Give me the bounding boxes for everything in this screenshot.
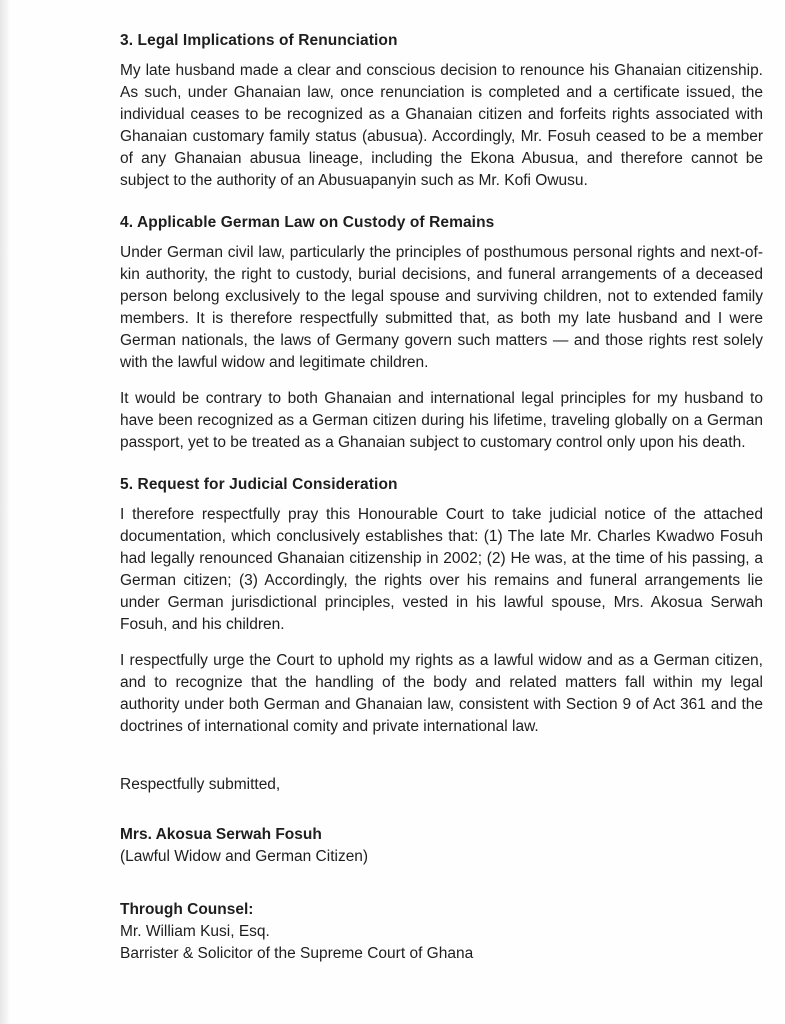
- section-4-heading: 4. Applicable German Law on Custody of Remains: [120, 214, 495, 231]
- section-5-heading: 5. Request for Judicial Consideration: [120, 476, 398, 493]
- section-4-paragraph-2: It would be contrary to both Ghanaian and international legal principles for my husband to have been recognized as a German citizen during his lifetime, traveling globally on a German passport, yet to be treated as a Ghanaian subject to customary control only upon his death.: [120, 390, 763, 451]
- section-3-paragraph-1: My late husband made a clear and conscious decision to renounce his Ghanaian citizenship. As such, under Ghanaian law, once renunciation is completed and a certificate issued, the individual ceases to be recognized as a Ghanaian citizen and forfeits rights associated with Ghanaian customary family status (abusua). Accordingly, Mr. Fosuh ceased to be a member of any Ghanaian abusua lineage, including the Ekona Abusua, and therefore cannot be subject to the authority of an Abusuapanyin such as Mr. Kofi Owusu.: [120, 62, 763, 189]
- signatory-title: (Lawful Widow and German Citizen): [120, 848, 369, 865]
- signatory-name: Mrs. Akosua Serwah Fosuh: [120, 826, 322, 843]
- section-5-paragraph-2: I respectfully urge the Court to uphold my rights as a lawful widow and as a German citizen, and to recognize that the handling of the body and related matters fall within my legal authority under both German and Ghanaian law, consistent with Section 9 of Act 361 and the doctrines of international comity and private international law.: [120, 652, 763, 735]
- counsel-label: Through Counsel:: [120, 901, 254, 918]
- counsel-title: Barrister & Solicitor of the Supreme Court of Ghana: [120, 945, 474, 962]
- counsel-name: Mr. William Kusi, Esq.: [120, 923, 270, 940]
- section-3-heading: 3. Legal Implications of Renunciation: [120, 32, 398, 49]
- signatory-block: [120, 824, 763, 868]
- counsel-block: [120, 899, 763, 965]
- closing-salutation: Respectfully submitted,: [120, 776, 281, 793]
- section-4-paragraph-1: Under German civil law, particularly the principles of posthumous personal rights and next-of-kin authority, the right to custody, burial decisions, and funeral arrangements of a deceased person belong exclusively to the legal spouse and surviving children, not to extended family members. It is therefore respectfully submitted that, as both my late husband and I were German nationals, the laws of Germany govern such matters — and those rights rest solely with the lawful widow and legitimate children.: [120, 244, 763, 371]
- section-5-paragraph-1: I therefore respectfully pray this Honourable Court to take judicial notice of the attached documentation, which conclusively establishes that: (1) The late Mr. Charles Kwadwo Fosuh had legally renounced Ghanaian citizenship in 2002; (2) He was, at the time of his passing, a German citizen; (3) Accordingly, the rights over his remains and funeral arrangements lie under German jurisdictional principles, vested in his lawful spouse, Mrs. Akosua Serwah Fosuh, and his children.: [120, 506, 763, 633]
